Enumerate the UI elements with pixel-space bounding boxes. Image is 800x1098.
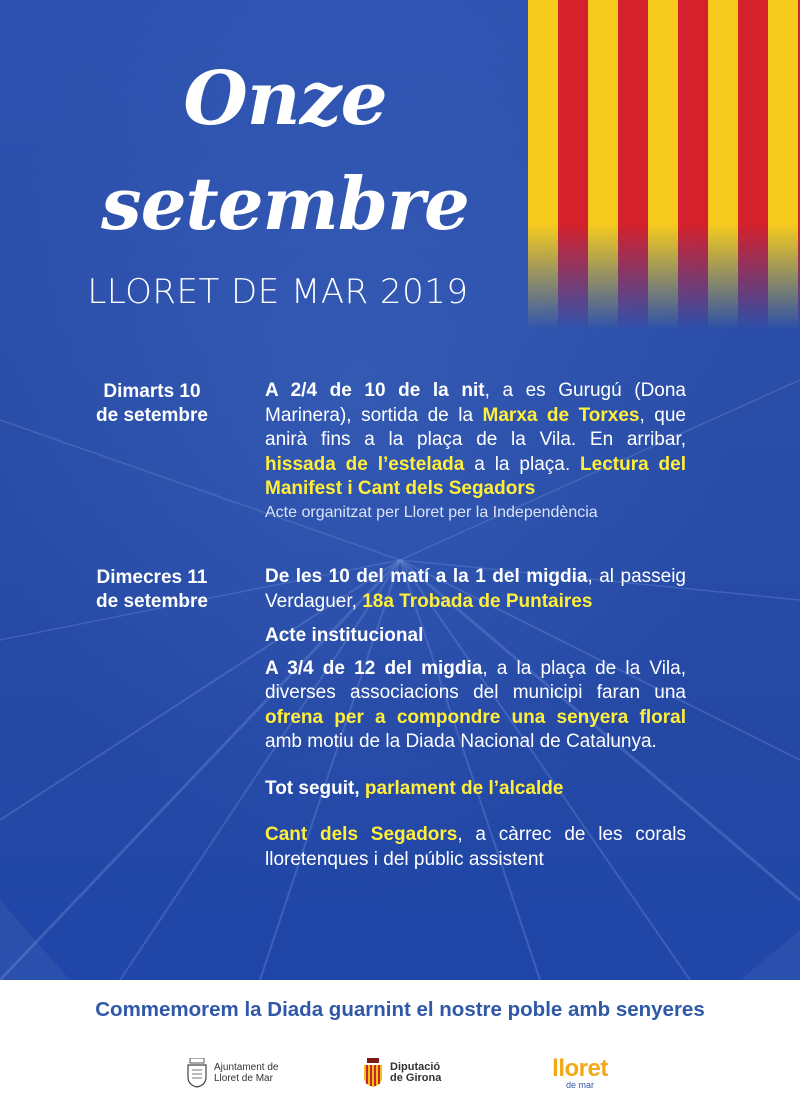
event-1-date-line2: de setembre <box>96 405 208 426</box>
event-2-text-4: , a càrrec de les corals lloretenques i del públic assistent <box>265 824 686 870</box>
event-2-paragraph-4 <box>265 823 686 872</box>
event-2-date-line1: Dimecres 11 <box>96 567 208 588</box>
event-2-highlight-1: 18a Trobada de Puntaires <box>362 590 593 612</box>
title-line-1: Onze <box>183 56 387 142</box>
event-2-highlight-4: Cant dels Segadors <box>265 824 458 845</box>
event-2-text-2b: amb motiu de la Diada Nacional de Catalunya. <box>265 731 657 752</box>
event-1-highlight-a: Marxa de Torxes <box>482 404 640 426</box>
senyera-flag-stripes <box>528 0 800 330</box>
event-1-date <box>62 380 242 428</box>
diputacio-line2: de Girona <box>390 1072 442 1084</box>
subtitle: LLORET DE MAR 2019 <box>87 272 469 312</box>
event-2-description <box>265 565 686 872</box>
event-1-text-c: a la plaça. <box>464 453 581 475</box>
diputacio-line1: Diputació <box>390 1061 441 1073</box>
lloret-brand-logo <box>548 1055 612 1090</box>
footer-message: Commemorem la Diada guarnint el nostre poble amb senyeres <box>95 998 705 1021</box>
ajuntament-logo-text <box>214 1062 279 1084</box>
lloret-brand-sub: de mar <box>565 1080 594 1090</box>
title-line-2: setembre <box>101 161 469 246</box>
event-1-organizer-note: Acte organitzat per Lloret per la Independència <box>265 503 598 521</box>
event-2-highlight-2: ofrena per a compondre una senyera floral <box>265 706 686 728</box>
event-2-date <box>62 566 242 614</box>
ajuntament-logo <box>186 1058 279 1088</box>
event-2-text-1: , al passeig Verdaguer, <box>265 566 686 612</box>
event-2-highlight-3: parlament de l’alcalde <box>364 777 564 799</box>
event-2-paragraph-3 <box>265 777 686 802</box>
event-2-section-title: Acte institucional <box>265 625 424 646</box>
event-2-date-line2: de setembre <box>96 591 208 612</box>
event-1-time: A 2/4 de 10 de la nit <box>265 380 485 401</box>
event-1-paragraph <box>265 379 686 502</box>
event-1-description <box>265 379 686 524</box>
event-1-highlight-b: hissada de l’estelada <box>265 453 465 475</box>
event-2-paragraph-2 <box>265 657 686 755</box>
ajuntament-line2: Lloret de Mar <box>214 1073 273 1084</box>
event-2-time-1: De les 10 del matí a la 1 del migdia <box>265 566 588 587</box>
event-2-paragraph-1 <box>265 565 686 614</box>
diputacio-logo-text <box>390 1062 441 1084</box>
event-1-date-line1: Dimarts 10 <box>103 381 201 402</box>
event-1-text-b: , que anirà fins a la plaça de la Vila. En arribar, <box>265 404 686 450</box>
event-1-text-a: , a es Gurugú (Dona Marinera), sortida de la <box>265 380 686 426</box>
event-2-text-2a: , a la plaça de la Vila, diverses associacions del municipi faran una <box>265 657 686 703</box>
municipal-crest-icon <box>186 1058 208 1088</box>
ajuntament-line1: Ajuntament de <box>214 1062 279 1073</box>
event-2-time-2: A 3/4 de 12 del migdia <box>265 657 483 679</box>
lloret-brand-word: lloret <box>552 1055 608 1082</box>
diputacio-logo <box>362 1058 441 1088</box>
event-2-text-3: Tot seguit, <box>265 777 365 799</box>
provincial-crest-icon <box>362 1058 384 1088</box>
event-1-highlight-c: Lectura del Manifest i Cant dels Segadors <box>265 453 687 499</box>
